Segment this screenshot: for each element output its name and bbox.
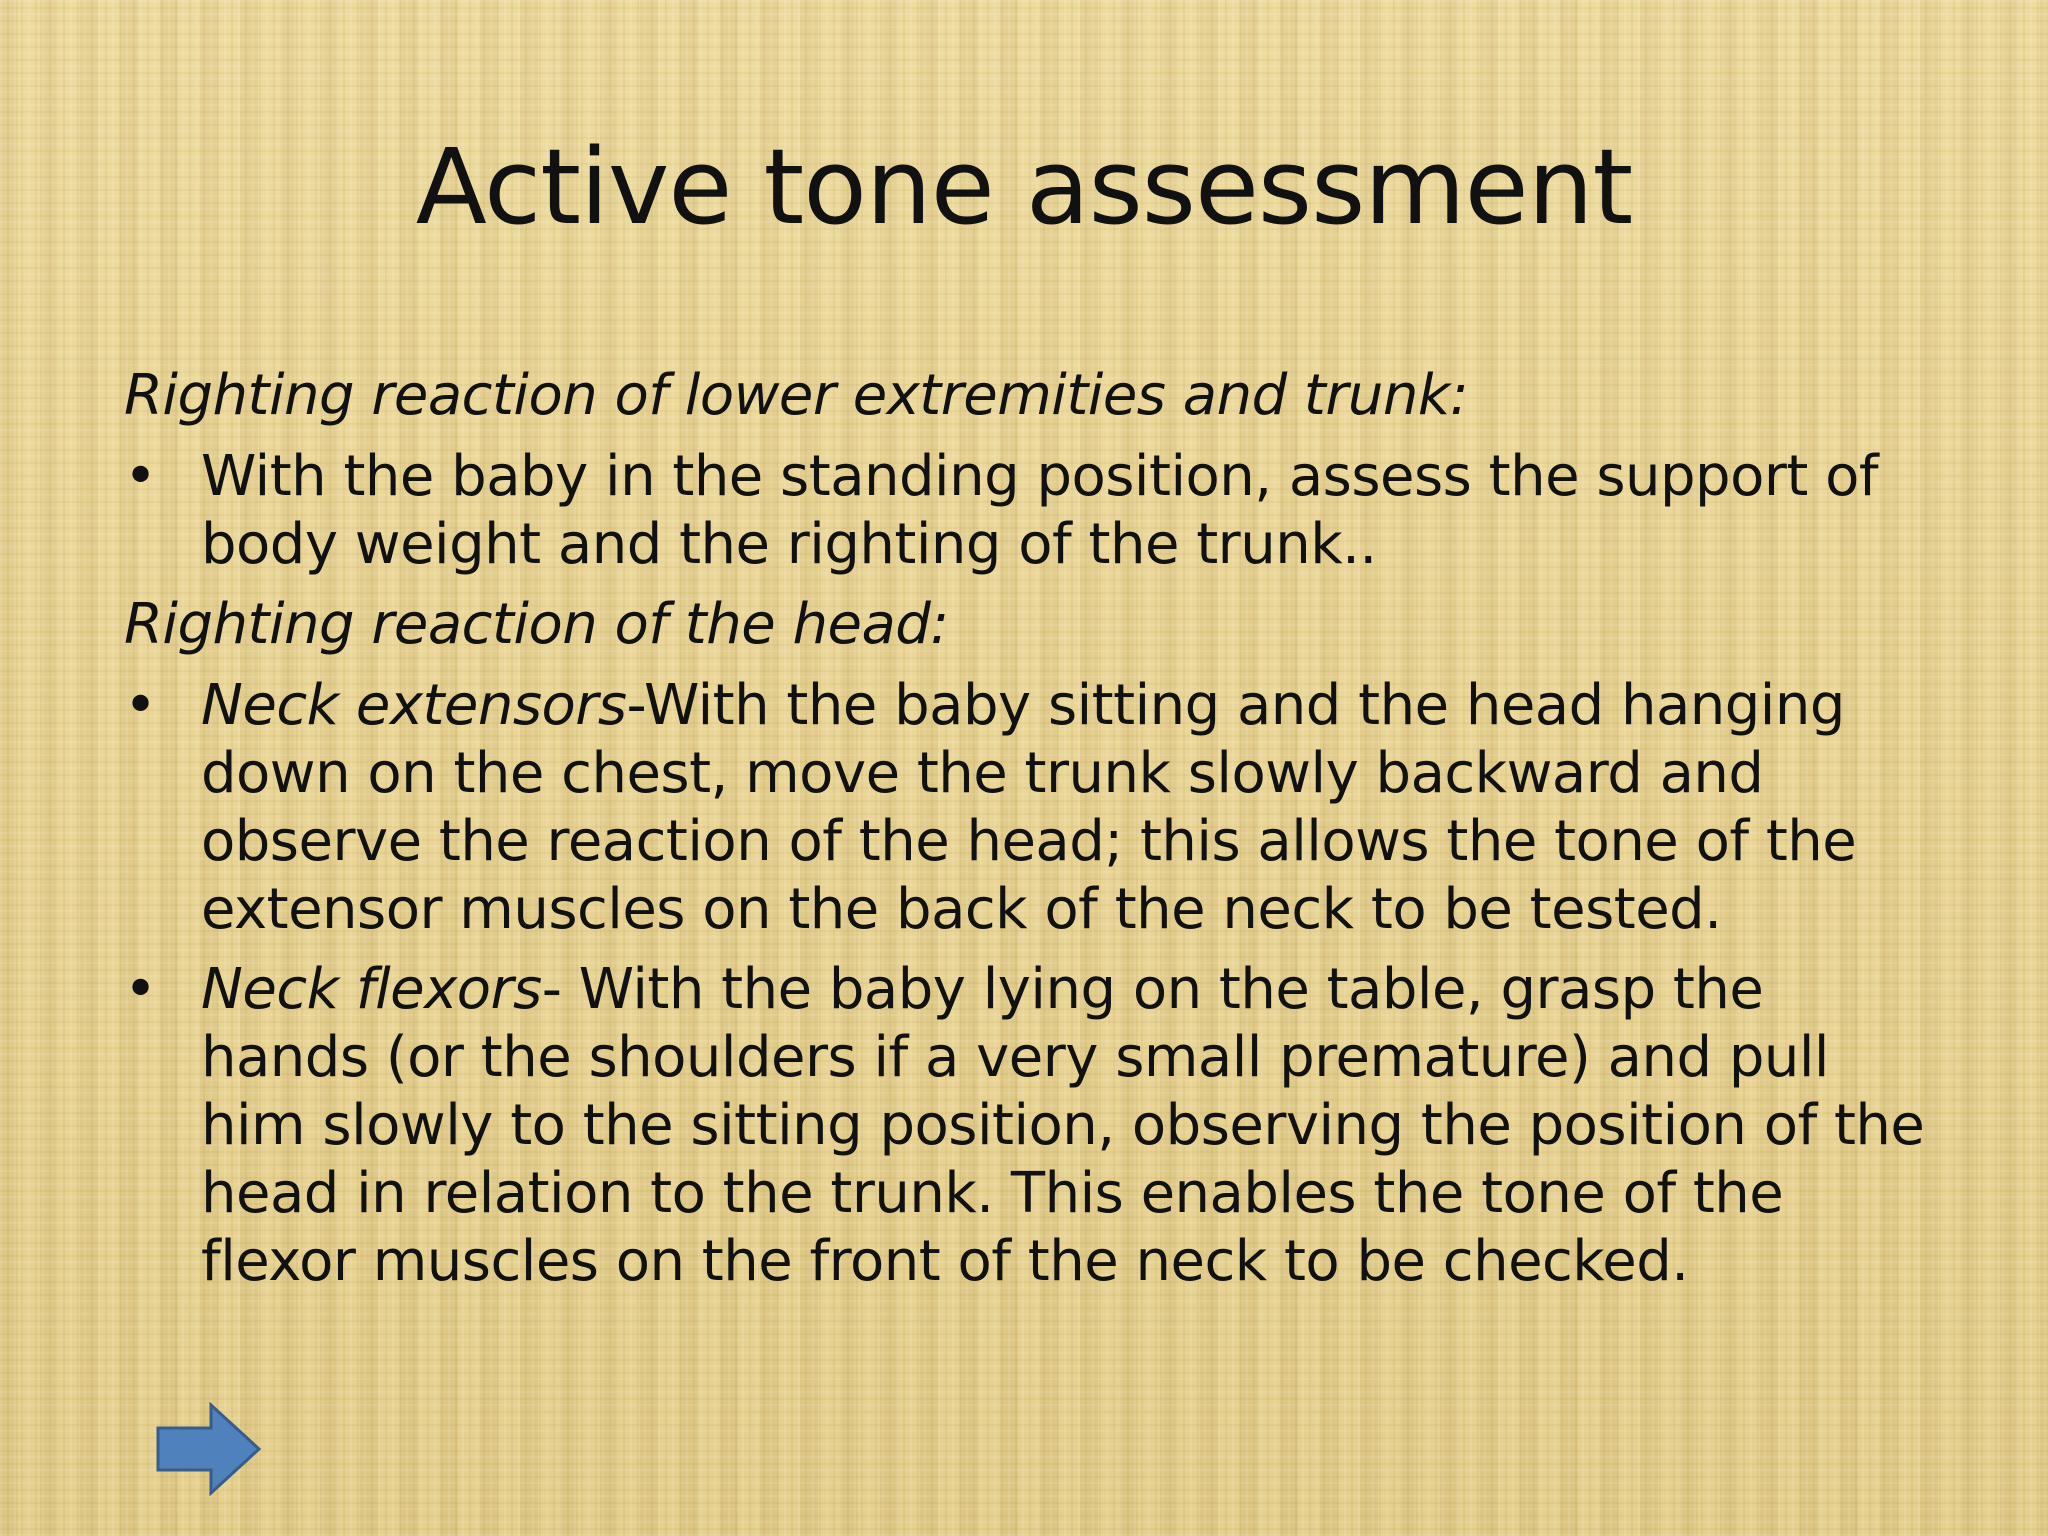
section-heading-head: Righting reaction of the head:: [124, 592, 949, 657]
bullet-neck-extensors: [124, 672, 1944, 944]
section-heading-lower-extremities: Righting reaction of lower extremities and trunk:: [124, 363, 1469, 428]
right-arrow-icon: [156, 1402, 262, 1496]
bullet-text: With the baby in the standing position, assess the support of body weight and the righting of the trunk..: [201, 444, 1879, 577]
bullet-text: - With the baby lying on the table, grasp the hands (or the shoulders if a very small premature) and pull him slowly to the sitting position, observing the position of the head in relation to the trunk. This enables the tone of the flexor muscles on the front of the neck to be checked.: [201, 957, 1925, 1294]
bullet-text: -With the baby sitting and the head hanging down on the chest, move the trunk slowly backward and observe the reaction of the head; this allows the tone of the extensor muscles on the back of the neck to be tested.: [201, 673, 1857, 942]
bullet-mark: •: [124, 673, 157, 738]
bullet-mark: •: [124, 957, 157, 1022]
bullet-term: Neck flexors: [201, 957, 542, 1022]
slide-title: Active tone assessment: [415, 126, 1633, 248]
bullet-term: Neck extensors: [201, 673, 627, 738]
slide-content: [124, 362, 1944, 1308]
bullet-standing-position: [124, 443, 1944, 579]
bullet-mark: •: [124, 444, 157, 509]
next-slide-button[interactable]: [156, 1402, 262, 1496]
bullet-neck-flexors: [124, 956, 1944, 1296]
